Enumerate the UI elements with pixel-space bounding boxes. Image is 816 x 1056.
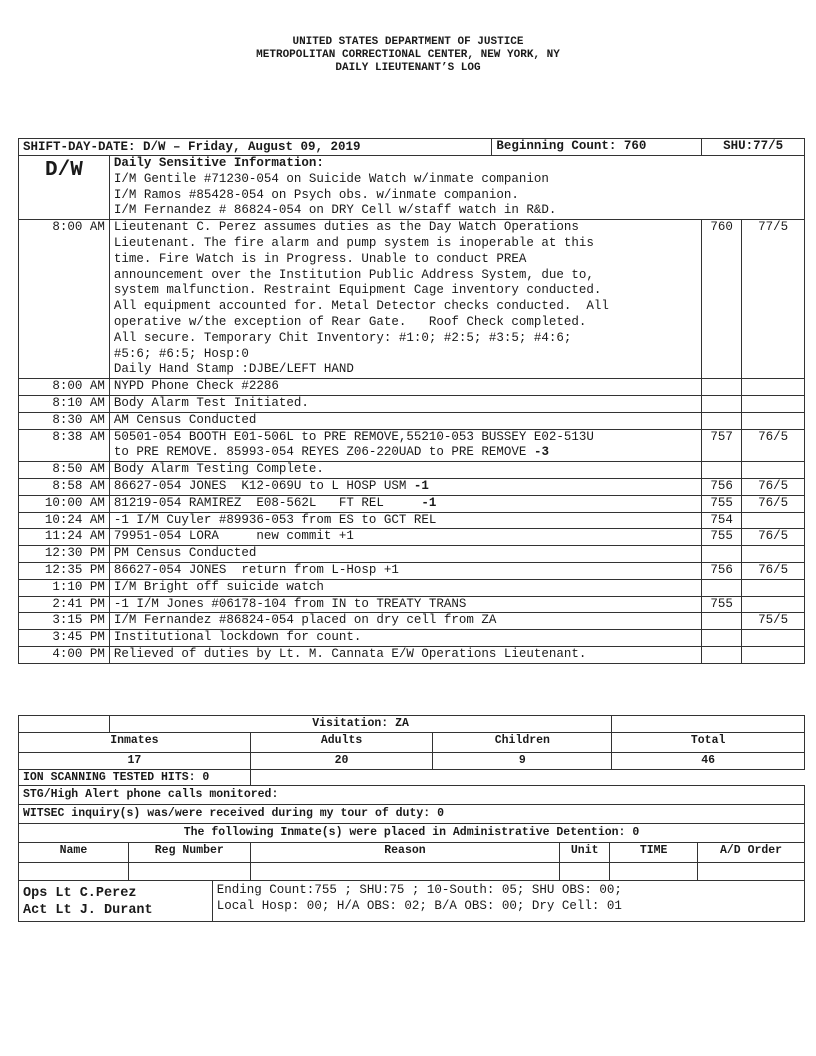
- visit-inmates: 17: [19, 752, 251, 769]
- witsec-inquiry: WITSEC inquiry(s) was/were received during my tour of duty: 0: [19, 805, 805, 824]
- sensitive-line: I/M Fernandez # 86824-054 on DRY Cell w/staff watch in R&D.: [113, 203, 557, 218]
- entry-line: [114, 546, 697, 562]
- entry-count: 756: [702, 562, 742, 579]
- entry-line-text: 79951-054 LORA new commit +1: [113, 529, 354, 544]
- entry-time: 4:00 PM: [19, 646, 110, 663]
- count-change: -1: [413, 478, 429, 493]
- ad-header-order: A/D Order: [698, 843, 805, 863]
- entry-time: 10:24 AM: [19, 512, 110, 529]
- sensitive-row: [19, 156, 805, 220]
- entry-text: [109, 646, 701, 663]
- stg-table: [18, 785, 805, 843]
- entry-line-text: 81219-054 RAMIREZ E08-562L FT REL: [113, 495, 414, 510]
- entry-shu: 77/5: [742, 220, 805, 379]
- ending-line: Ending Count:755 ; SHU:75 ; 10-South: 05; SHU OBS: 00;: [216, 883, 622, 898]
- log-entry-row: [19, 613, 805, 630]
- entry-line-text: Daily Hand Stamp :DJBE/LEFT HAND: [113, 362, 354, 377]
- entry-shu: 76/5: [742, 562, 805, 579]
- visitation-counts: [18, 732, 805, 770]
- entry-time: 8:00 AM: [19, 379, 110, 396]
- log-entry-row: [19, 546, 805, 563]
- entry-time: 8:58 AM: [19, 478, 110, 495]
- log-title: DAILY LIEUTENANT’S LOG: [335, 62, 481, 74]
- log-entry-row: [19, 429, 805, 462]
- shift-day-date: SHIFT-DAY-DATE: D/W – Friday, August 09, 2019: [19, 139, 492, 156]
- entry-text: [109, 412, 701, 429]
- entry-line: [114, 563, 697, 579]
- entry-line: [114, 513, 697, 529]
- entry-shu: [742, 462, 805, 479]
- admin-detention-title: The following Inmate(s) were placed in Administrative Detention: 0: [19, 824, 805, 843]
- log-entry-row: [19, 495, 805, 512]
- entry-line: [114, 283, 697, 299]
- entry-line: [114, 496, 697, 512]
- entry-line: [114, 315, 697, 331]
- visit-total: 46: [612, 752, 805, 769]
- entry-line-text: -1 I/M Jones #06178-104 from IN to TREATY TRANS: [113, 596, 467, 611]
- entry-line-text: 86627-054 JONES return from L-Hosp +1: [113, 562, 399, 577]
- visitation-spacer: [19, 716, 110, 733]
- admin-detention-table: [18, 842, 805, 881]
- entry-count: [702, 546, 742, 563]
- ad-cell: [250, 863, 560, 881]
- entry-shu: [742, 546, 805, 563]
- log-entry-row: [19, 596, 805, 613]
- entry-count: [702, 579, 742, 596]
- entry-line: [114, 299, 697, 315]
- ion-spacer: [250, 769, 805, 786]
- visit-adults: 20: [250, 752, 433, 769]
- entry-text: [109, 529, 701, 546]
- entry-text: [109, 512, 701, 529]
- entry-text: [109, 478, 701, 495]
- entry-line: [114, 613, 697, 629]
- visit-header-children: Children: [433, 732, 612, 752]
- entry-line-text: #5:6; #6:5; Hosp:0: [113, 346, 249, 361]
- entry-shu: [742, 379, 805, 396]
- entry-line: [114, 347, 697, 363]
- entry-count: 756: [702, 478, 742, 495]
- visit-header-total: Total: [612, 732, 805, 752]
- entry-line-text: operative w/the exception of Rear Gate. Roof Check completed.: [113, 314, 587, 329]
- entry-text: [109, 379, 701, 396]
- entry-shu: 76/5: [742, 429, 805, 462]
- log-entry-row: [19, 529, 805, 546]
- entry-line: [114, 529, 697, 545]
- entry-line: [114, 268, 697, 284]
- entry-shu: 75/5: [742, 613, 805, 630]
- entry-time: 8:38 AM: [19, 429, 110, 462]
- sensitive-title: Daily Sensitive Information:: [113, 156, 324, 170]
- entry-text: [109, 613, 701, 630]
- stg-calls: STG/High Alert phone calls monitored:: [19, 786, 805, 805]
- entry-line: [114, 252, 697, 268]
- log-entry-row: [19, 512, 805, 529]
- entry-line: [114, 445, 697, 461]
- entry-line-text: All equipment accounted for. Metal Detector checks conducted. All: [113, 299, 609, 314]
- entry-line-text: NYPD Phone Check #2286: [113, 379, 279, 394]
- entry-shu: [742, 596, 805, 613]
- entry-time: 3:45 PM: [19, 630, 110, 647]
- ion-scanning: ION SCANNING TESTED HITS: 0: [19, 769, 251, 786]
- entry-line-text: to PRE REMOVE. 85993-054 REYES Z06-220UAD to PRE REMOVE: [113, 445, 527, 460]
- log-entry-row: [19, 630, 805, 647]
- act-lt: Act Lt J. Durant: [23, 903, 153, 919]
- log-entry-row: [19, 395, 805, 412]
- sensitive-line: I/M Gentile #71230-054 on Suicide Watch w/inmate companion: [113, 171, 549, 186]
- entry-time: 8:50 AM: [19, 462, 110, 479]
- log-entry-row: [19, 646, 805, 663]
- entry-time: 2:41 PM: [19, 596, 110, 613]
- entry-text: [109, 562, 701, 579]
- entry-line-text: I/M Bright off suicide watch: [113, 579, 324, 594]
- entry-time: 8:10 AM: [19, 395, 110, 412]
- log-entry-row: [19, 412, 805, 429]
- entry-line: [114, 479, 697, 495]
- entry-shu: 76/5: [742, 495, 805, 512]
- dept-title: UNITED STATES DEPARTMENT OF JUSTICE: [292, 36, 524, 48]
- shift-row: [19, 139, 805, 156]
- entry-count: 755: [702, 495, 742, 512]
- ad-header-reason: Reason: [250, 843, 560, 863]
- visit-children: 9: [433, 752, 612, 769]
- visitation-spacer: [612, 716, 805, 733]
- entry-text: [109, 630, 701, 647]
- entry-text: [109, 596, 701, 613]
- shu-count: SHU:77/5: [702, 139, 805, 156]
- entry-count: [702, 613, 742, 630]
- signatures: [19, 881, 213, 922]
- entry-line: [114, 331, 697, 347]
- entry-count: 755: [702, 529, 742, 546]
- visit-header-adults: Adults: [250, 732, 433, 752]
- signature-table: [18, 880, 805, 922]
- ad-cell: [19, 863, 129, 881]
- entry-line-text: Relieved of duties by Lt. M. Cannata E/W Operations Lieutenant.: [113, 646, 587, 661]
- entry-line-text: PM Census Conducted: [113, 546, 257, 561]
- entry-line: [114, 413, 697, 429]
- entry-shu: [742, 646, 805, 663]
- log-table: [18, 138, 805, 664]
- entry-time: 3:15 PM: [19, 613, 110, 630]
- log-entry-row: [19, 379, 805, 396]
- ad-cell: [698, 863, 805, 881]
- entry-time: 10:00 AM: [19, 495, 110, 512]
- log-table-block: [18, 138, 805, 664]
- ad-header-name: Name: [19, 843, 129, 863]
- beginning-count: Beginning Count: 760: [492, 139, 702, 156]
- entry-line-text: -1 I/M Cuyler #89936-053 from ES to GCT REL: [113, 512, 437, 527]
- count-change: -3: [533, 445, 549, 460]
- entry-shu: [742, 412, 805, 429]
- entry-line-text: announcement over the Institution Public Address System, due to,: [113, 267, 594, 282]
- entry-text: [109, 579, 701, 596]
- entry-count: [702, 379, 742, 396]
- shift-code: D/W: [19, 156, 110, 220]
- log-entry-row: [19, 478, 805, 495]
- visitation-table: [18, 715, 805, 733]
- ad-cell: [560, 863, 610, 881]
- entry-line: [114, 362, 697, 378]
- ending-line: Local Hosp: 00; H/A OBS: 02; B/A OBS: 00; Dry Cell: 01: [216, 898, 622, 913]
- sensitive-info: [109, 156, 804, 220]
- log-entry-row: [19, 462, 805, 479]
- ending-count: [212, 881, 804, 922]
- entry-line: [114, 430, 697, 446]
- entry-line-text: 50501-054 BOOTH E01-506L to PRE REMOVE,55210-053 BUSSEY E02-513U: [113, 429, 594, 444]
- entry-text: [109, 495, 701, 512]
- entry-line-text: I/M Fernandez #86824-054 placed on dry cell from ZA: [113, 613, 497, 628]
- bottom-block: [18, 715, 805, 922]
- entry-time: 8:00 AM: [19, 220, 110, 379]
- entry-line-text: All secure. Temporary Chit Inventory: #1:0; #2:5; #3:5; #4:6;: [113, 330, 572, 345]
- entry-shu: 76/5: [742, 478, 805, 495]
- entry-line: [114, 220, 697, 236]
- entry-text: [109, 429, 701, 462]
- entry-time: 12:35 PM: [19, 562, 110, 579]
- ion-table: [18, 769, 805, 787]
- entry-line-text: Body Alarm Test Initiated.: [113, 395, 309, 410]
- entry-text: [109, 462, 701, 479]
- ad-header-time: TIME: [610, 843, 698, 863]
- entry-line-text: Lieutenant. The fire alarm and pump system is inoperable at this: [113, 235, 594, 250]
- entry-text: [109, 220, 701, 379]
- entry-shu: [742, 512, 805, 529]
- entry-count: 754: [702, 512, 742, 529]
- entry-line-text: time. Fire Watch is in Progress. Unable to conduct PREA: [113, 251, 527, 266]
- entry-line-text: AM Census Conducted: [113, 412, 257, 427]
- entry-count: [702, 646, 742, 663]
- entry-line-text: Body Alarm Testing Complete.: [113, 462, 324, 477]
- entry-count: [702, 412, 742, 429]
- entry-line: [114, 597, 697, 613]
- entry-line: [114, 236, 697, 252]
- ad-header-unit: Unit: [560, 843, 610, 863]
- ad-cell: [610, 863, 698, 881]
- entry-shu: [742, 630, 805, 647]
- entry-count: 755: [702, 596, 742, 613]
- log-entry-row: [19, 562, 805, 579]
- entry-line-text: Institutional lockdown for count.: [113, 630, 362, 645]
- ad-header-reg: Reg Number: [128, 843, 250, 863]
- entry-line-text: 86627-054 JONES K12-069U to L HOSP USM: [113, 478, 407, 493]
- entry-shu: 76/5: [742, 529, 805, 546]
- entry-shu: [742, 395, 805, 412]
- entry-line: [114, 630, 697, 646]
- entry-text: [109, 546, 701, 563]
- entry-count: 757: [702, 429, 742, 462]
- visit-header-inmates: Inmates: [19, 732, 251, 752]
- ops-lt: Ops Lt C.Perez: [23, 886, 137, 902]
- entry-line: [114, 462, 697, 478]
- ad-cell: [128, 863, 250, 881]
- entry-line: [114, 580, 697, 596]
- entry-count: 760: [702, 220, 742, 379]
- entry-count: [702, 462, 742, 479]
- entry-line-text: system malfunction. Restraint Equipment Cage inventory conducted.: [113, 283, 602, 298]
- entry-count: [702, 630, 742, 647]
- sensitive-line: I/M Ramos #85428-054 on Psych obs. w/inmate companion.: [113, 187, 519, 202]
- log-entry-row: [19, 579, 805, 596]
- entry-line-text: Lieutenant C. Perez assumes duties as the Day Watch Operations: [113, 220, 579, 235]
- entry-count: [702, 395, 742, 412]
- entry-line: [114, 647, 697, 663]
- entry-text: [109, 395, 701, 412]
- visitation-title: Visitation: ZA: [109, 716, 611, 733]
- entry-time: 1:10 PM: [19, 579, 110, 596]
- count-change: -1: [421, 495, 437, 510]
- entry-time: 8:30 AM: [19, 412, 110, 429]
- log-entry-row: [19, 220, 805, 379]
- entry-time: 11:24 AM: [19, 529, 110, 546]
- entry-line: [114, 396, 697, 412]
- facility-title: METROPOLITAN CORRECTIONAL CENTER, NEW YORK, NY: [256, 49, 560, 61]
- entry-line: [114, 379, 697, 395]
- entry-shu: [742, 579, 805, 596]
- entry-time: 12:30 PM: [19, 546, 110, 563]
